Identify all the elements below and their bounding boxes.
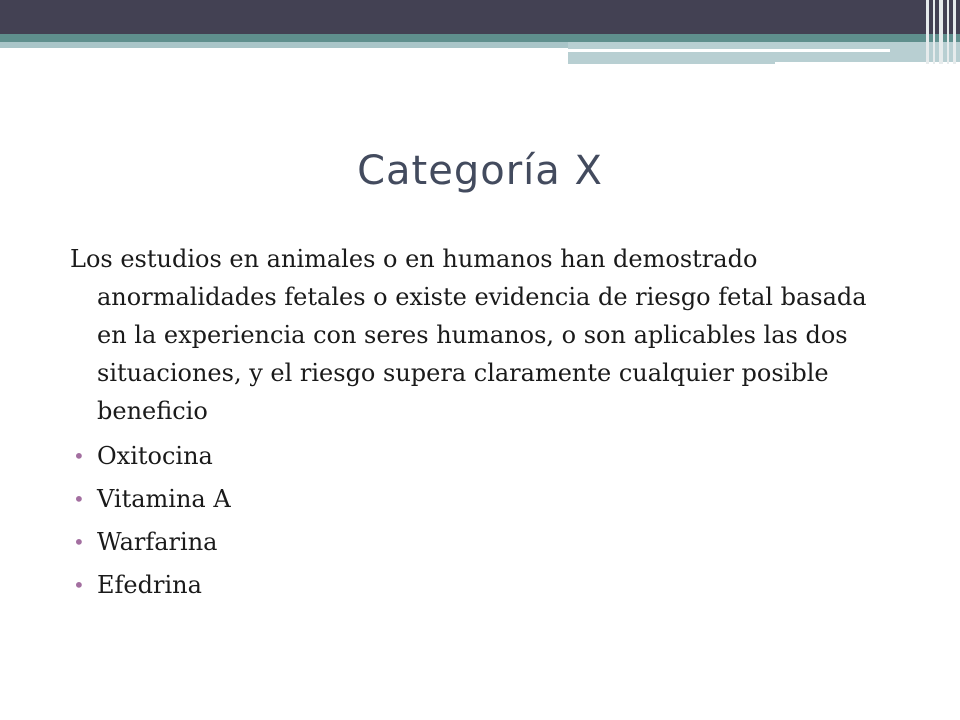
slide-body xyxy=(70,240,870,609)
bullet-icon: • xyxy=(73,487,85,511)
list-item xyxy=(70,566,870,609)
header-vertical-stripes xyxy=(924,0,960,64)
bullet-list xyxy=(70,437,870,609)
list-item-text: Vitamina A xyxy=(97,485,231,513)
body-paragraph: Los estudios en animales o en humanos han demostrado anormalidades fetales o existe evidencia de riesgo fetal basada en la experiencia con seres humanos, o son aplicables las dos situaciones, y el riesgo supera claramente cualquier posible beneficio xyxy=(70,245,867,425)
bullet-icon: • xyxy=(73,573,85,597)
header-light-bar xyxy=(0,42,568,48)
list-item xyxy=(70,437,870,480)
header-dark-bar xyxy=(0,0,960,34)
header-light-bar-right xyxy=(568,42,960,64)
slide-title: Categoría X xyxy=(357,148,603,194)
list-item-text: Warfarina xyxy=(97,528,218,556)
list-item xyxy=(70,523,870,566)
bullet-icon: • xyxy=(73,444,85,468)
list-item-text: Efedrina xyxy=(97,571,202,599)
header-white-line xyxy=(568,49,890,52)
header-teal-bar xyxy=(0,34,960,42)
bullet-icon: • xyxy=(73,530,85,554)
list-item xyxy=(70,480,870,523)
list-item-text: Oxitocina xyxy=(97,442,213,470)
